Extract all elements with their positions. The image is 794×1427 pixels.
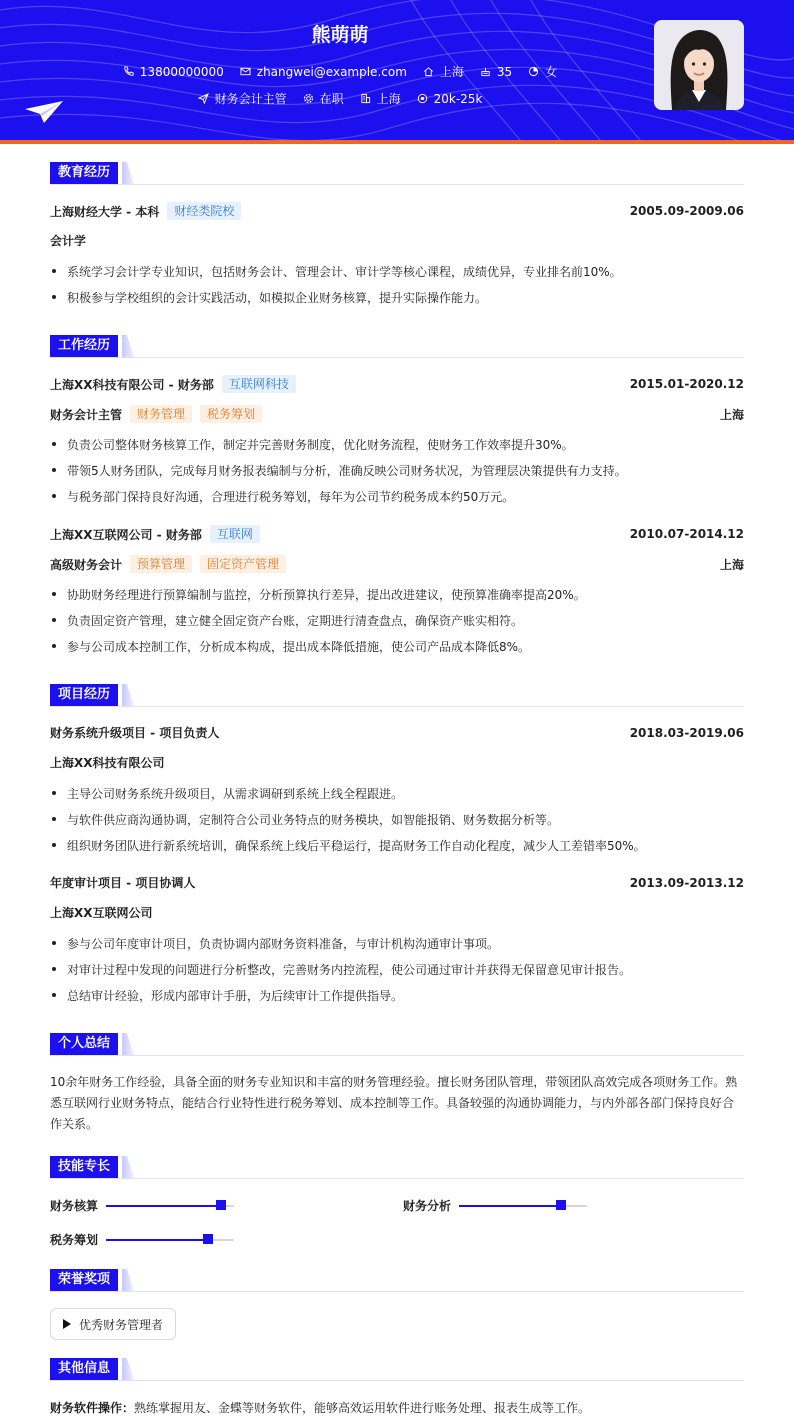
list-item: 负责固定资产管理，建立健全固定资产台账，定期进行清查盘点，确保资产账实相符。 <box>50 612 744 629</box>
resume-header <box>0 0 794 140</box>
work-location: 上海 <box>719 407 744 422</box>
major-name: 会计学 <box>50 234 87 248</box>
email-info <box>240 63 407 80</box>
age-info <box>480 63 512 80</box>
status-text: 在职 <box>319 92 344 106</box>
section-awards <box>50 1269 744 1293</box>
section-work <box>50 335 744 359</box>
section-other <box>50 1358 744 1382</box>
skill-level-fill <box>106 1239 208 1241</box>
phone-info <box>123 63 224 80</box>
project-company-row <box>50 904 744 921</box>
contact-info-row <box>0 63 680 80</box>
age-text: 35 <box>496 64 513 79</box>
list-item: 参与公司成本控制工作，分析成本构成，提出成本降低措施，使公司产品成本降低8%。 <box>50 638 744 655</box>
section-title-tail <box>122 684 134 706</box>
industry-tag: 互联网科技 <box>222 375 296 393</box>
section-divider <box>50 184 744 185</box>
skill-item <box>403 1197 587 1214</box>
skill-item <box>50 1197 234 1214</box>
skill-tag: 固定资产管理 <box>200 555 286 573</box>
paper-plane-icon <box>24 100 64 124</box>
list-item: 积极参与学校组织的会计实践活动，如模拟企业财务核算，提升实际操作能力。 <box>50 289 744 306</box>
other-info-row <box>50 1399 744 1416</box>
section-divider <box>50 1178 744 1179</box>
phone-icon <box>123 66 134 77</box>
position-text: 财务会计主管 <box>214 92 287 106</box>
gender-text: 女 <box>545 65 558 79</box>
section-projects <box>50 684 744 708</box>
section-title-text: 其他信息 <box>50 1358 118 1380</box>
education-period: 2005.09-2009.06 <box>629 204 744 218</box>
section-title-text: 荣誉奖项 <box>50 1269 118 1291</box>
work-header <box>50 525 744 543</box>
list-item: 主导公司财务系统升级项目，从需求调研到系统上线全程跟进。 <box>50 785 744 802</box>
other-info-label: 财务软件操作： <box>50 1401 135 1415</box>
project-header <box>50 874 744 891</box>
list-item: 组织财务团队进行新系统培训，确保系统上线后平稳运行，提高财务工作自动化程度，减少人工差错率50%。 <box>50 837 744 854</box>
salary-info <box>417 90 483 107</box>
project-company: 上海XX互联网公司 <box>50 906 153 920</box>
candidate-name: 熊萌萌 <box>311 24 369 46</box>
role-name: 财务会计主管 <box>50 407 123 422</box>
gender-info <box>528 63 557 80</box>
section-title-tail <box>122 1033 134 1055</box>
list-item: 系统学习会计学专业知识，包括财务会计、管理会计、审计学等核心课程，成绩优异，专业排名前10%。 <box>50 263 744 280</box>
section-title-text: 个人总结 <box>50 1033 118 1055</box>
skill-level-bar <box>106 1205 234 1207</box>
section-divider <box>50 706 744 707</box>
list-item: 对审计过程中发现的问题进行分析整改，完善财务内控流程，使公司通过审计并获得无保留意见审计报告。 <box>50 961 744 978</box>
section-title-text: 工作经历 <box>50 335 118 357</box>
skill-level-bar <box>459 1205 587 1207</box>
list-item: 协助财务经理进行预算编制与监控，分析预算执行差异，提出改进建议，使预算准确率提高20%。 <box>50 586 744 603</box>
money-icon <box>417 93 428 104</box>
list-item: 带领5人财务团队，完成每月财务报表编制与分析，准确反映公司财务状况，为管理层决策提供有力支持。 <box>50 462 744 479</box>
project-company-row <box>50 754 744 771</box>
section-title-tail <box>122 1269 134 1291</box>
section-summary <box>50 1033 744 1057</box>
skill-level-fill <box>459 1205 561 1207</box>
skill-tag: 预算管理 <box>130 555 192 573</box>
cake-icon <box>480 66 491 77</box>
work-period: 2015.01-2020.12 <box>629 377 744 391</box>
award-name: 优秀财务管理者 <box>79 1317 164 1332</box>
role-name: 高级财务会计 <box>50 557 123 572</box>
list-item: 与软件供应商沟通协调，定制符合公司业务特点的财务模块，如智能报销、财务数据分析等。 <box>50 811 744 828</box>
project-header <box>50 724 744 741</box>
skill-level-bar <box>106 1239 234 1241</box>
work-location: 上海 <box>719 557 744 572</box>
section-divider <box>50 357 744 358</box>
list-item: 总结审计经验，形成内部审计手册，为后续审计工作提供指导。 <box>50 987 744 1004</box>
summary-text: 10余年财务工作经验，具备全面的财务专业知识和丰富的财务管理经验。擅长财务团队管理，带领团队高效完成各项财务工作。熟悉互联网行业财务特点，能结合行业特性进行税务筹划、成本控制等工作。具备较强的沟通协调能力，与内外部各部门保持良好合作关系。 <box>50 1075 738 1131</box>
work-header <box>50 375 744 393</box>
project-company: 上海XX科技有限公司 <box>50 756 165 770</box>
section-title-text: 技能专长 <box>50 1156 118 1178</box>
skill-level-knob <box>216 1200 226 1210</box>
list-item: 负责公司整体财务核算工作，制定并完善财务制度，优化财务流程，使财务工作效率提升30%。 <box>50 436 744 453</box>
work-role-row <box>50 555 744 573</box>
skill-name: 财务分析 <box>403 1199 452 1213</box>
project-title: 年度审计项目 - 项目协调人 <box>50 876 196 890</box>
avatar <box>654 20 744 110</box>
skill-name: 税务筹划 <box>50 1233 99 1247</box>
skill-tag: 财务管理 <box>130 405 192 423</box>
skill-level-knob <box>556 1200 566 1210</box>
building-icon <box>360 93 371 104</box>
header-accent-bar <box>0 140 794 144</box>
gear-icon <box>303 93 314 104</box>
section-title-tail <box>122 335 134 357</box>
project-title: 财务系统升级项目 - 项目负责人 <box>50 726 220 740</box>
work-role-row <box>50 405 744 423</box>
section-divider <box>50 1380 744 1381</box>
section-divider <box>50 1055 744 1056</box>
section-title-tail <box>122 162 134 184</box>
section-title-text: 项目经历 <box>50 684 118 706</box>
list-item: 参与公司年度审计项目，负责协调内部财务资料准备，与审计机构沟通审计事项。 <box>50 935 744 952</box>
section-title-text: 教育经历 <box>50 162 118 184</box>
skill-level-knob <box>203 1234 213 1244</box>
email-text: zhangwei@example.com <box>256 64 407 79</box>
section-education <box>50 162 744 186</box>
target-city-info <box>360 90 401 107</box>
position-info <box>198 90 287 107</box>
phone-text: 13800000000 <box>139 64 224 79</box>
school-tag: 财经类院校 <box>167 202 241 220</box>
company-name: 上海XX科技有限公司 - 财务部 <box>50 377 214 392</box>
project-period: 2013.09-2013.12 <box>629 875 744 890</box>
education-header <box>50 202 744 220</box>
send-icon <box>198 93 209 104</box>
profile-photo <box>654 20 744 110</box>
target-city-text: 上海 <box>376 92 401 106</box>
mail-icon <box>240 66 251 77</box>
industry-tag: 互联网 <box>210 525 260 543</box>
skill-name: 财务核算 <box>50 1199 99 1213</box>
status-info <box>303 90 344 107</box>
section-skills <box>50 1156 744 1180</box>
gender-icon <box>528 66 539 77</box>
company-name: 上海XX互联网公司 - 财务部 <box>50 527 202 542</box>
play-icon <box>63 1319 71 1329</box>
project-period: 2018.03-2019.06 <box>629 725 744 740</box>
home-icon <box>423 66 434 77</box>
school-name: 上海财经大学 - 本科 <box>50 204 160 219</box>
city-text: 上海 <box>439 65 464 79</box>
skill-item <box>50 1231 234 1248</box>
skill-tag: 税务筹划 <box>200 405 262 423</box>
education-major-row <box>50 232 744 249</box>
list-item: 与税务部门保持良好沟通，合理进行税务筹划，每年为公司节约税务成本约50万元。 <box>50 488 744 505</box>
other-info-text: 熟练掌握用友、金蝶等财务软件，能够高效运用软件进行账务处理、报表生成等工作。 <box>134 1401 591 1415</box>
section-divider <box>50 1291 744 1292</box>
section-title-tail <box>122 1156 134 1178</box>
section-title-tail <box>122 1358 134 1380</box>
award-item <box>50 1308 176 1340</box>
job-intent-row <box>0 90 680 107</box>
work-period: 2010.07-2014.12 <box>629 527 744 541</box>
skill-level-fill <box>106 1205 221 1207</box>
salary-text: 20k-25k <box>433 91 483 106</box>
city-info <box>423 63 464 80</box>
